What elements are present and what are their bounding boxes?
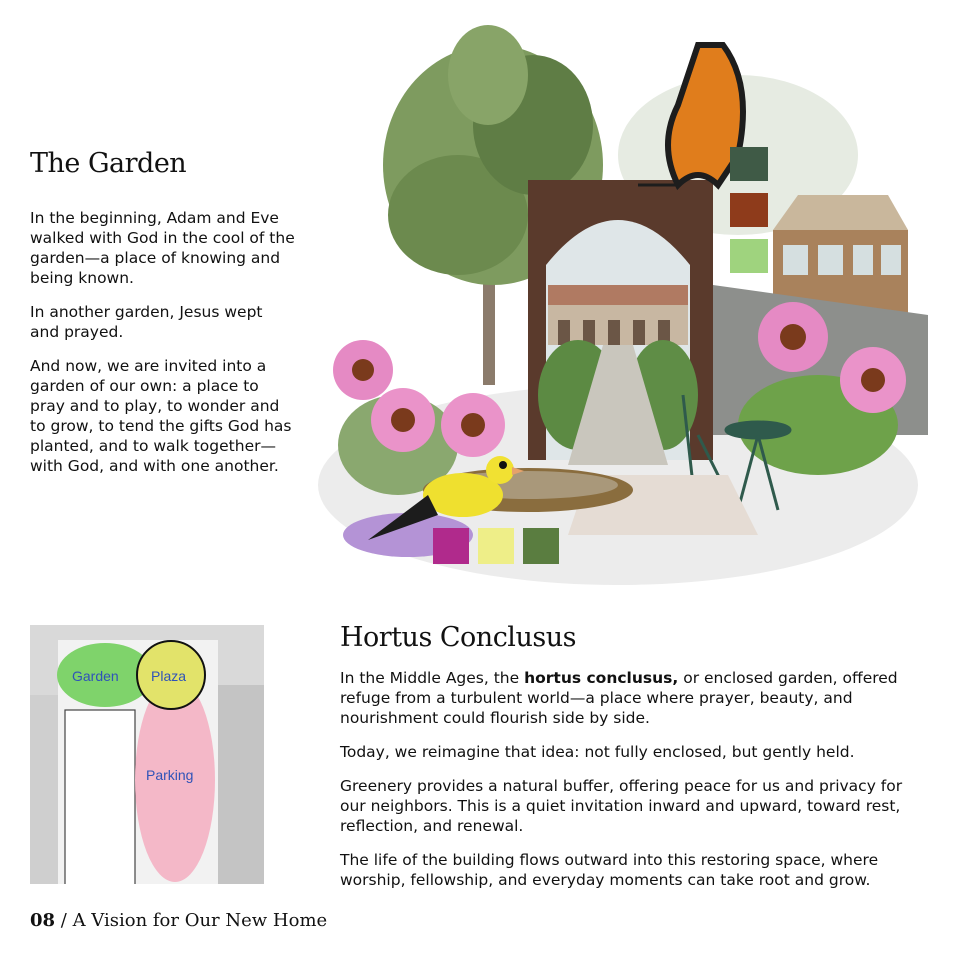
hortus-paragraph: Today, we reimagine that idea: not fully enclosed, but gently held. [340,743,855,761]
hortus-paragraph: In the Middle Ages, the hortus conclusus, or enclosed garden, offered refuge from a turbulent world—a place where prayer, beauty, and nourishment could flourish side by side. [340,669,898,727]
plaza-label: Plaza [151,668,187,684]
garden-paragraph: In another garden, Jesus wept and prayed. [30,303,263,341]
hortus-title: Hortus Conclusus [340,622,576,653]
garden-label: Garden [72,668,119,684]
cloister-roof [548,285,688,305]
swatch [478,528,514,564]
hortus-paragraph: Greenery provides a natural buffer, offering peace for us and privacy for our neighbors. This is a quiet invitation inward and upward, toward rest, reflection, and renewal. [340,777,903,835]
color-swatches-bottom [433,528,559,564]
garden-title: The Garden [30,148,187,179]
page-footer [30,910,327,931]
garden-collage-illustration [318,15,930,595]
hortus-body [340,668,920,904]
footer-separator: / [55,910,73,931]
color-swatches-right [730,147,768,273]
hortus-paragraph: The life of the building flows outward into this restoring space, where worship, fellowship, and everyday moments can take root and grow. [340,851,879,889]
swatch [730,193,768,227]
site-plan-diagram [30,625,264,884]
neighbor-building [30,695,60,884]
garden-paragraph: In the beginning, Adam and Eve walked with God in the cool of the garden—a place of knowing and being known. [30,209,295,287]
swatch [730,239,768,273]
greenhouse-panes [783,245,901,275]
garden-body [30,208,295,490]
swatch [433,528,469,564]
building-footprint [65,710,135,884]
footer-title: A Vision for Our New Home [72,910,328,931]
garden-paragraph: And now, we are invited into a garden of our own: a place to pray and to play, to wonder and to grow, to tend the gifts God has planted, and to walk together—with God, and with one another. [30,357,292,475]
parking-label: Parking [146,767,194,783]
neighbor-building [218,685,264,884]
swatch [523,528,559,564]
hortus-term: hortus conclusus, [524,669,679,687]
page-number: 08 [30,910,56,931]
swatch [730,147,768,181]
